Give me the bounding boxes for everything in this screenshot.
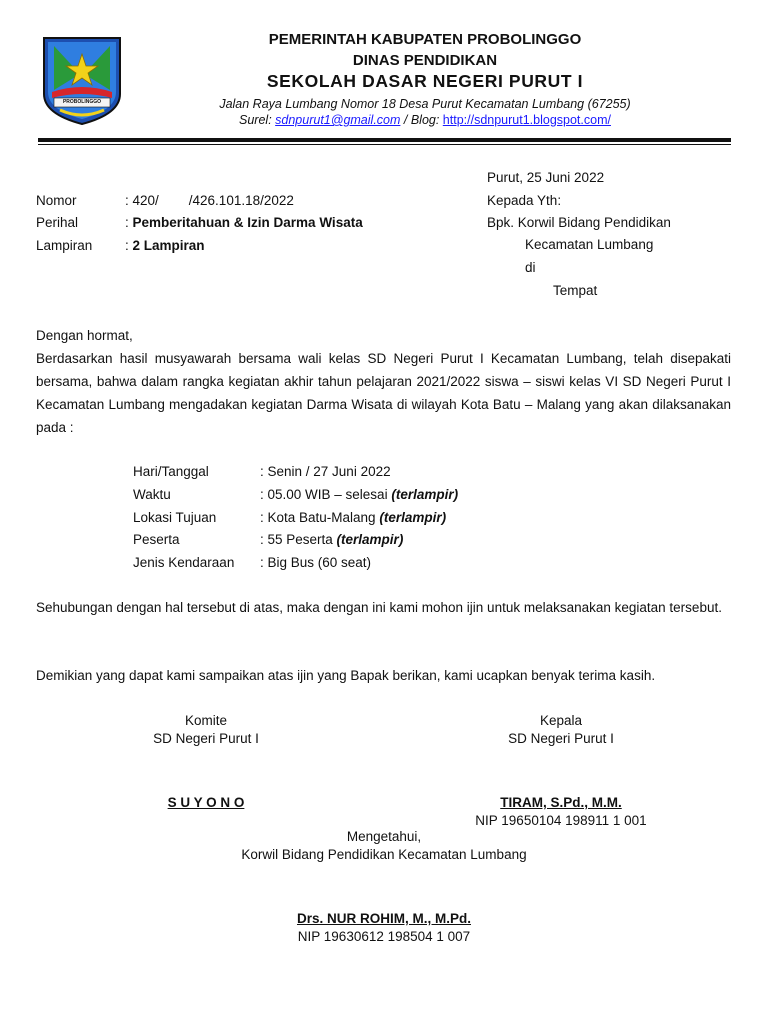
header-address: Jalan Raya Lumbang Nomor 18 Desa Purut Kecamatan Lumbang (67255) — [219, 97, 631, 111]
perihal-colon: : — [125, 215, 133, 230]
header-divider-thin — [38, 144, 731, 145]
recipient-line2: Bpk. Korwil Bidang Pendidikan — [487, 215, 671, 230]
regency-logo — [40, 34, 124, 126]
salutation: Dengan hormat, — [36, 328, 133, 343]
paragraph-request: Sehubungan dengan hal tersebut di atas, maka dengan ini kami mohon ijin untuk melaksanakan kegiatan tersebut. — [36, 600, 722, 615]
perihal-value: Pemberitahuan & Izin Darma Wisata — [132, 215, 363, 230]
perihal-row — [125, 215, 363, 230]
left-sign-name: S U Y O N O — [167, 795, 245, 810]
header-department: DINAS PENDIDIKAN — [352, 52, 498, 69]
right-sign-title: Kepala — [539, 713, 583, 728]
header-government: PEMERINTAH KABUPATEN PROBOLINGGO — [268, 31, 582, 48]
header-contact — [130, 113, 720, 127]
acknowledged-label: Mengetahui, — [346, 829, 422, 844]
paragraph-intro: Berdasarkan hasil musyawarah bersama wali kelas SD Negeri Purut I Kecamatan Lumbang, telah disepakati bersama, bahwa dalam rangka kegiatan akhir tahun pelajaran 2021/2022 siswa – siswi kelas VI SD Negeri Purut I Kecamatan Lumbang mengadakan kegiatan Darma Wisata di wilayah Kota Batu – Malang yang akan dilaksanakan pada : — [36, 351, 731, 435]
right-sign-org: SD Negeri Purut I — [508, 731, 614, 746]
acknowledged-name: Drs. NUR ROHIM, M., M.Pd. — [296, 911, 471, 926]
lampiran-colon: : — [125, 238, 133, 253]
blog-link[interactable]: http://sdnpurut1.blogspot.com/ — [442, 113, 611, 127]
lampiran-value: 2 Lampiran — [132, 238, 205, 253]
detail-label-vehicle: Jenis Kendaraan — [133, 555, 235, 570]
surel-label: Surel: — [239, 113, 276, 127]
perihal-label: Perihal — [36, 215, 79, 230]
recipient-line5: Tempat — [553, 283, 598, 298]
detail-value-date: : Senin / 27 Juni 2022 — [260, 464, 391, 479]
header-divider-thick — [38, 138, 731, 142]
blog-label: / Blog: — [400, 113, 443, 127]
lampiran-label: Lampiran — [36, 238, 93, 253]
acknowledged-org: Korwil Bidang Pendidikan Kecamatan Lumbang — [241, 847, 527, 862]
recipient-line3: Kecamatan Lumbang — [525, 237, 654, 252]
email-link[interactable]: sdnpurut1@gmail.com — [275, 113, 401, 127]
logo-text: PROBOLINGGO — [62, 99, 102, 105]
left-sign-org: SD Negeri Purut I — [153, 731, 259, 746]
paragraph-closing: Demikian yang dapat kami sampaikan atas ijin yang Bapak berikan, kami ucapkan benyak terima kasih. — [36, 668, 656, 683]
right-sign-nip: NIP 19650104 198911 1 001 — [475, 813, 647, 828]
detail-value-vehicle: : Big Bus (60 seat) — [260, 555, 372, 570]
recipient-line1: Kepada Yth: — [487, 193, 562, 208]
detail-value-time: : 05.00 WIB – selesai (terlampir) — [260, 487, 459, 502]
letter-date: Purut, 25 Juni 2022 — [487, 170, 605, 185]
nomor-label: Nomor — [36, 193, 77, 208]
detail-label-location: Lokasi Tujuan — [133, 510, 217, 525]
lampiran-row — [125, 238, 205, 253]
acknowledged-nip: NIP 19630612 198504 1 007 — [297, 929, 471, 944]
recipient-line4: di — [525, 260, 536, 275]
detail-label-date: Hari/Tanggal — [133, 464, 209, 479]
header-school: SEKOLAH DASAR NEGERI PURUT I — [266, 71, 584, 91]
right-sign-name: TIRAM, S.Pd., M.M. — [500, 795, 622, 810]
nomor-value: : 420/ /426.101.18/2022 — [125, 193, 294, 208]
detail-label-time: Waktu — [133, 487, 171, 502]
left-sign-title: Komite — [184, 713, 228, 728]
detail-value-participants: : 55 Peserta (terlampir) — [260, 532, 404, 547]
detail-label-participants: Peserta — [133, 532, 180, 547]
detail-value-location: : Kota Batu-Malang (terlampir) — [260, 510, 447, 525]
